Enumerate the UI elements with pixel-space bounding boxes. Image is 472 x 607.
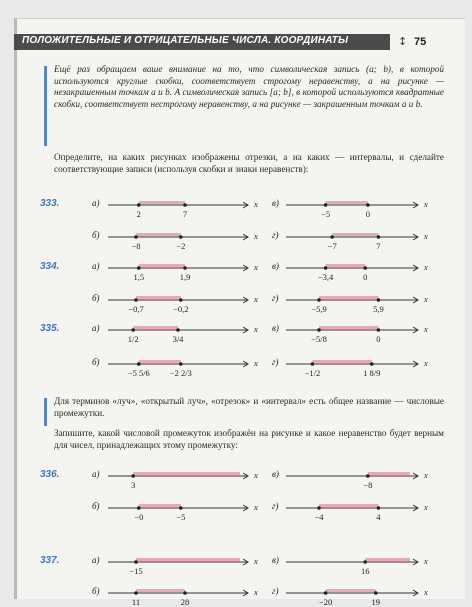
item-label: б) xyxy=(92,293,100,303)
tick-point xyxy=(179,362,183,366)
tick-label: −0,2 xyxy=(173,304,189,314)
tick-point xyxy=(137,266,141,270)
item-label: в) xyxy=(272,261,279,271)
item-label: в) xyxy=(272,323,279,333)
item-label: в) xyxy=(272,198,279,208)
tick-label: −8 xyxy=(131,241,141,251)
tick-label: 1,5 xyxy=(133,272,145,282)
item-label: б) xyxy=(92,586,100,596)
interval-shade xyxy=(312,360,371,363)
number-line xyxy=(286,261,428,275)
tick-label: 7 xyxy=(376,241,381,251)
number-line xyxy=(286,469,428,483)
tick-point xyxy=(176,328,180,332)
tick-point xyxy=(374,591,378,595)
interval-shade xyxy=(319,296,378,299)
tick-label: 3 xyxy=(131,480,136,490)
tick-label: 4 xyxy=(376,512,381,522)
axis-x-label: x xyxy=(424,358,428,368)
item-label: а) xyxy=(92,261,100,271)
axis-x-label: x xyxy=(424,262,428,272)
axis-x-label: x xyxy=(254,587,258,597)
tick-label: −4 xyxy=(314,512,324,522)
tick-point xyxy=(366,474,370,478)
interval-shade xyxy=(326,589,376,592)
axis-x-label: x xyxy=(254,199,258,209)
axis-x-label: x xyxy=(254,470,258,480)
item-label: в) xyxy=(272,555,279,565)
tick-point xyxy=(377,298,381,302)
task2-paragraph: Запишите, какой числовой промежуток изображён на рисунке и какое неравенство будет верным для чисел, принадлежащих этому промежутку: xyxy=(54,428,444,450)
intro-paragraph: Ещё раз обращаем ваше внимание на то, что символическая запись (a; b), в которой используются круглые скобки, соответствует строгому неравенству, а на рисунке — незакрашенным точкам a и b. А символическая запись [a; b], в которой используются квадратные скобки, соответствует нестрогому неравенству, а на рисунке — закрашенным точкам a и b. xyxy=(54,64,444,109)
intro-accent-bar xyxy=(44,66,47,146)
item-label: а) xyxy=(92,198,100,208)
tick-label: −0,7 xyxy=(128,304,144,314)
item-label: г) xyxy=(272,293,279,303)
tick-point xyxy=(179,235,183,239)
tick-point xyxy=(370,362,374,366)
tick-label: −5 xyxy=(176,512,186,522)
tick-point xyxy=(134,591,138,595)
problem-number: 337. xyxy=(40,555,60,566)
tick-label: 2 xyxy=(136,209,141,219)
tick-point xyxy=(377,506,381,510)
item-label: а) xyxy=(92,555,100,565)
tick-point xyxy=(134,560,138,564)
number-line xyxy=(286,323,428,337)
problem-number: 336. xyxy=(40,469,60,480)
tick-point xyxy=(317,298,321,302)
tick-point xyxy=(131,328,135,332)
tick-point xyxy=(363,560,367,564)
tick-point xyxy=(137,362,141,366)
tick-label: 1/2 xyxy=(127,334,139,344)
tick-point xyxy=(324,203,328,207)
item-label: а) xyxy=(92,323,100,333)
tick-label: −2 2/3 xyxy=(169,368,192,378)
interval-shade xyxy=(319,504,378,507)
number-line xyxy=(286,586,428,600)
tick-label: −8 xyxy=(363,480,373,490)
axis-x-label: x xyxy=(424,556,428,566)
ray-shade xyxy=(365,558,410,561)
item-label: б) xyxy=(92,230,100,240)
tick-label: 0 xyxy=(365,209,370,219)
tick-label: −3,4 xyxy=(317,272,334,282)
tick-point xyxy=(183,266,187,270)
item-label: г) xyxy=(272,357,279,367)
tick-label: 19 xyxy=(371,597,380,607)
tick-label: −15 xyxy=(129,566,143,576)
axis-x-label: x xyxy=(424,324,428,334)
tick-point xyxy=(134,235,138,239)
tick-label: 5,9 xyxy=(373,304,384,314)
axis-x-label: x xyxy=(254,358,258,368)
section-title: ПОЛОЖИТЕЛЬНЫЕ И ОТРИЦАТЕЛЬНЫЕ ЧИСЛА. КООРДИНАТЫ xyxy=(22,35,349,46)
tick-label: 7 xyxy=(182,209,188,219)
item-label: г) xyxy=(272,230,279,240)
tick-label: −7 xyxy=(327,241,337,251)
interval-shade xyxy=(319,326,378,329)
interval-shade xyxy=(133,326,178,329)
item-label: в) xyxy=(272,469,279,479)
header-arrow-shape xyxy=(378,34,388,50)
tick-point xyxy=(179,506,183,510)
axis-x-label: x xyxy=(424,470,428,480)
item-label: б) xyxy=(92,501,100,511)
tick-point xyxy=(183,203,187,207)
tick-point xyxy=(134,298,138,302)
interval-shade xyxy=(136,233,181,236)
tick-label: −1/2 xyxy=(304,368,321,378)
tick-point xyxy=(179,298,183,302)
tick-label: −2 xyxy=(176,241,186,251)
tick-point xyxy=(317,506,321,510)
interval-shade xyxy=(139,264,185,267)
axis-x-label: x xyxy=(254,262,258,272)
tick-point xyxy=(137,203,141,207)
tick-label: 11 xyxy=(131,597,141,607)
number-line xyxy=(286,555,428,569)
interval-shade xyxy=(326,264,366,267)
tick-point xyxy=(330,235,334,239)
tick-point xyxy=(131,474,135,478)
tick-point xyxy=(183,591,187,595)
tick-label: 1 8/9 xyxy=(363,368,381,378)
axis-x-label: x xyxy=(424,231,428,241)
number-line xyxy=(286,501,428,515)
item-label: б) xyxy=(92,357,100,367)
number-line xyxy=(286,198,428,212)
axis-x-label: x xyxy=(254,231,258,241)
problem-number: 335. xyxy=(40,323,60,334)
tick-label: 1,9 xyxy=(179,272,191,282)
page-number: 75 xyxy=(414,36,427,48)
tick-label: −5 5/6 xyxy=(127,368,150,378)
tick-point xyxy=(324,591,328,595)
interval-shade xyxy=(136,296,181,299)
item-label: г) xyxy=(272,586,279,596)
interval-shade xyxy=(136,589,185,592)
tick-point xyxy=(363,266,367,270)
tick-label: 3/4 xyxy=(172,334,184,344)
tick-point xyxy=(377,235,381,239)
tick-label: 0 xyxy=(376,334,381,344)
interval-shade xyxy=(326,201,368,204)
ray-shade xyxy=(136,558,240,561)
tick-point xyxy=(366,203,370,207)
axis-x-label: x xyxy=(254,556,258,566)
tick-point xyxy=(311,362,315,366)
tick-label: −5,9 xyxy=(311,304,327,314)
tick-label: −5/8 xyxy=(311,334,327,344)
tick-point xyxy=(377,328,381,332)
tick-point xyxy=(324,266,328,270)
item-label: г) xyxy=(272,501,279,511)
axis-x-label: x xyxy=(424,587,428,597)
problem-number: 334. xyxy=(40,261,60,272)
tick-label: −5 xyxy=(321,209,331,219)
problem-number: 333. xyxy=(40,198,60,209)
axis-x-label: x xyxy=(424,294,428,304)
tick-label: 16 xyxy=(360,566,370,576)
axis-x-label: x xyxy=(254,324,258,334)
task-paragraph: Определите, на каких рисунках изображены отрезки, а на каких — интервалы, и сделайте соответствующие записи (используя скобки и знаки неравенств): xyxy=(54,152,444,174)
tick-point xyxy=(137,506,141,510)
note-accent-bar xyxy=(44,398,47,426)
axis-x-label: x xyxy=(424,502,428,512)
interval-shade xyxy=(139,504,181,507)
number-line xyxy=(286,293,428,307)
item-label: а) xyxy=(92,469,100,479)
axis-x-label: x xyxy=(254,294,258,304)
tick-label: 0 xyxy=(363,272,368,282)
note-paragraph: Для терминов «луч», «открытый луч», «отрезок» и «интервал» есть общее название — числовые промежутки. xyxy=(54,396,444,418)
ray-shade xyxy=(368,472,410,475)
tick-label: −0 xyxy=(134,512,144,522)
interval-shade xyxy=(139,360,181,363)
tick-label: −20 xyxy=(318,597,333,607)
tick-point xyxy=(317,328,321,332)
interval-shade xyxy=(332,233,378,236)
axis-x-label: x xyxy=(254,502,258,512)
ray-shade xyxy=(133,472,240,475)
number-line xyxy=(286,230,428,244)
vertical-arrows-icon: ↕ xyxy=(398,35,408,48)
axis-x-label: x xyxy=(424,199,428,209)
interval-shade xyxy=(139,201,185,204)
tick-label: 28 xyxy=(180,597,190,607)
